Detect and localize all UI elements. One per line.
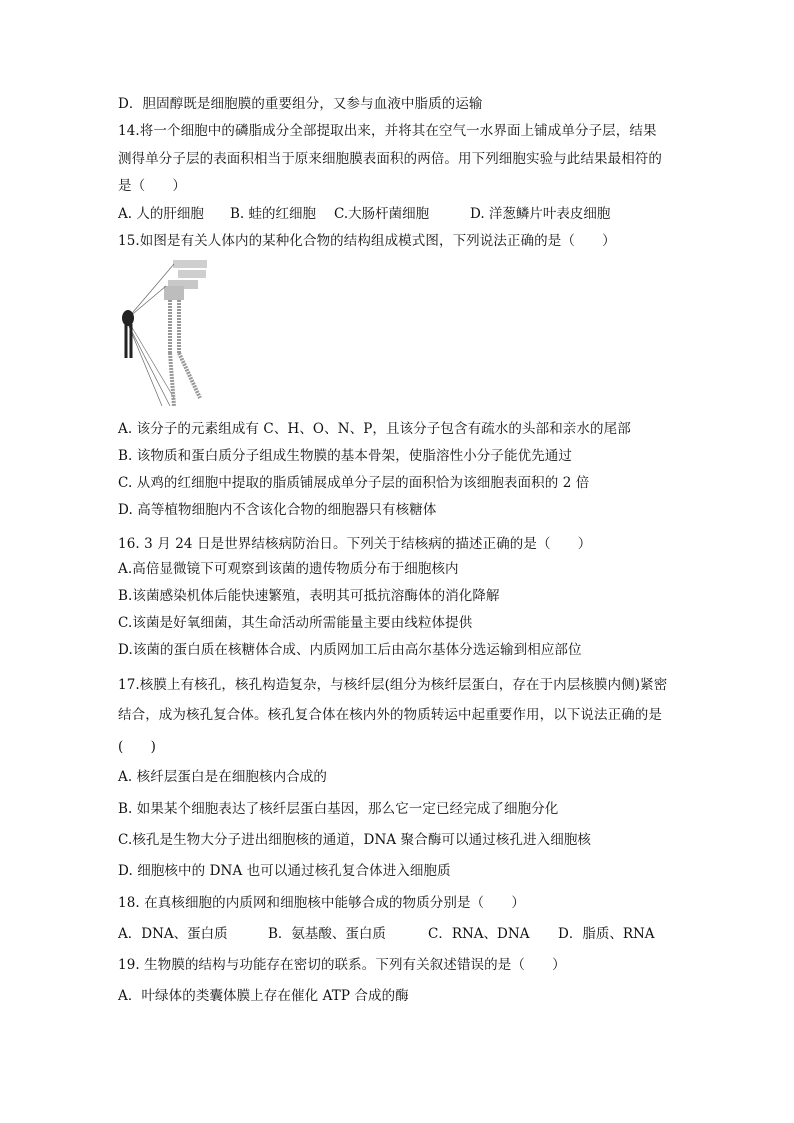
q18-option-a: A．DNA、蛋白质 bbox=[118, 926, 228, 942]
q17-stem-line3: ( ) bbox=[118, 739, 156, 755]
q17-option-c: C.核孔是生物大分子进出细胞核的通道，DNA 聚合酶可以通过核孔进入细胞核 bbox=[118, 832, 592, 848]
q14-stem-line1: 14.将一个细胞中的磷脂成分全部提取出来，并将其在空气一水界面上铺成单分子层，结果 bbox=[118, 123, 657, 139]
q14-stem-line2: 测得单分子层的表面积相当于原来细胞膜表面积的两倍。用下列细胞实验与此结果最相符的 bbox=[118, 151, 662, 167]
q14-option-d: D. 洋葱鳞片叶表皮细胞 bbox=[470, 206, 611, 222]
q17-stem-line2: 结合，成为核孔复合体。核孔复合体在核内外的物质转运中起重要作用，以下说法正确的是 bbox=[118, 707, 662, 723]
q17-option-b: B. 如果某个细胞表达了核纤层蛋白基因，那么它一定已经完成了细胞分化 bbox=[118, 801, 559, 817]
q18-stem: 18. 在真核细胞的内质网和细胞核中能够合成的物质分别是（ ） bbox=[118, 895, 525, 911]
q18-option-d: D．脂质、RNA bbox=[558, 926, 655, 942]
q14-option-c: C.大肠杆菌细胞 bbox=[334, 206, 430, 222]
q17-option-d: D. 细胞核中的 DNA 也可以通过核孔复合体进入细胞质 bbox=[118, 863, 451, 879]
q15-option-c: C. 从鸡的红细胞中提取的脂质铺展成单分子层的面积恰为该细胞表面积的 2 倍 bbox=[118, 475, 590, 491]
q19-option-a: A．叶绿体的类囊体膜上存在催化 ATP 合成的酶 bbox=[118, 988, 409, 1004]
phospholipid-illustration bbox=[118, 258, 218, 408]
phospholipid-diagram bbox=[118, 258, 218, 408]
q14-option-b: B. 蛙的红细胞 bbox=[230, 206, 317, 222]
q15-option-b: B. 该物质和蛋白质分子组成生物膜的基本骨架，使脂溶性小分子能优先通过 bbox=[118, 448, 573, 464]
q18-option-c: C．RNA、DNA bbox=[428, 926, 530, 942]
q13-option-d: D．胆固醇既是细胞膜的重要组分，又参与血液中脂质的运输 bbox=[118, 96, 483, 112]
q14-stem-line3: 是（ ） bbox=[118, 178, 186, 194]
q16-option-c: C.该菌是好氧细菌，其生命活动所需能量主要由线粒体提供 bbox=[118, 615, 473, 631]
q14-option-a: A. 人的肝细胞 bbox=[118, 206, 204, 222]
q17-stem-line1: 17.核膜上有核孔，核孔构造复杂，与核纤层(组分为核纤层蛋白，存在于内层核膜内侧)紧密 bbox=[118, 677, 668, 693]
q19-stem: 19. 生物膜的结构与功能存在密切的联系。下列有关叙述错误的是（ ） bbox=[118, 957, 566, 973]
q18-option-b: B．氨基酸、蛋白质 bbox=[268, 926, 386, 942]
q16-option-a: A.高倍显微镜下可观察到该菌的遗传物质分布于细胞核内 bbox=[118, 561, 459, 577]
q17-option-a: A. 核纤层蛋白是在细胞核内合成的 bbox=[118, 769, 328, 785]
q16-stem: 16. 3 月 24 日是世界结核病防治日。下列关于结核病的描述正确的是（ ） bbox=[118, 536, 592, 552]
q15-option-d: D. 高等植物细胞内不含该化合物的细胞器只有核糖体 bbox=[118, 502, 437, 518]
q16-option-b: B.该菌感染机体后能快速繁殖，表明其可抵抗溶酶体的消化降解 bbox=[118, 588, 500, 604]
q16-option-d: D.该菌的蛋白质在核糖体合成、内质网加工后由高尔基体分选运输到相应部位 bbox=[118, 642, 582, 658]
q15-stem: 15.如图是有关人体内的某种化合物的结构组成模式图，下列说法正确的是（ ） bbox=[118, 233, 616, 249]
q15-option-a: A. 该分子的元素组成有 C、H、O、N、P，且该分子包含有疏水的头部和亲水的尾部 bbox=[118, 421, 631, 437]
